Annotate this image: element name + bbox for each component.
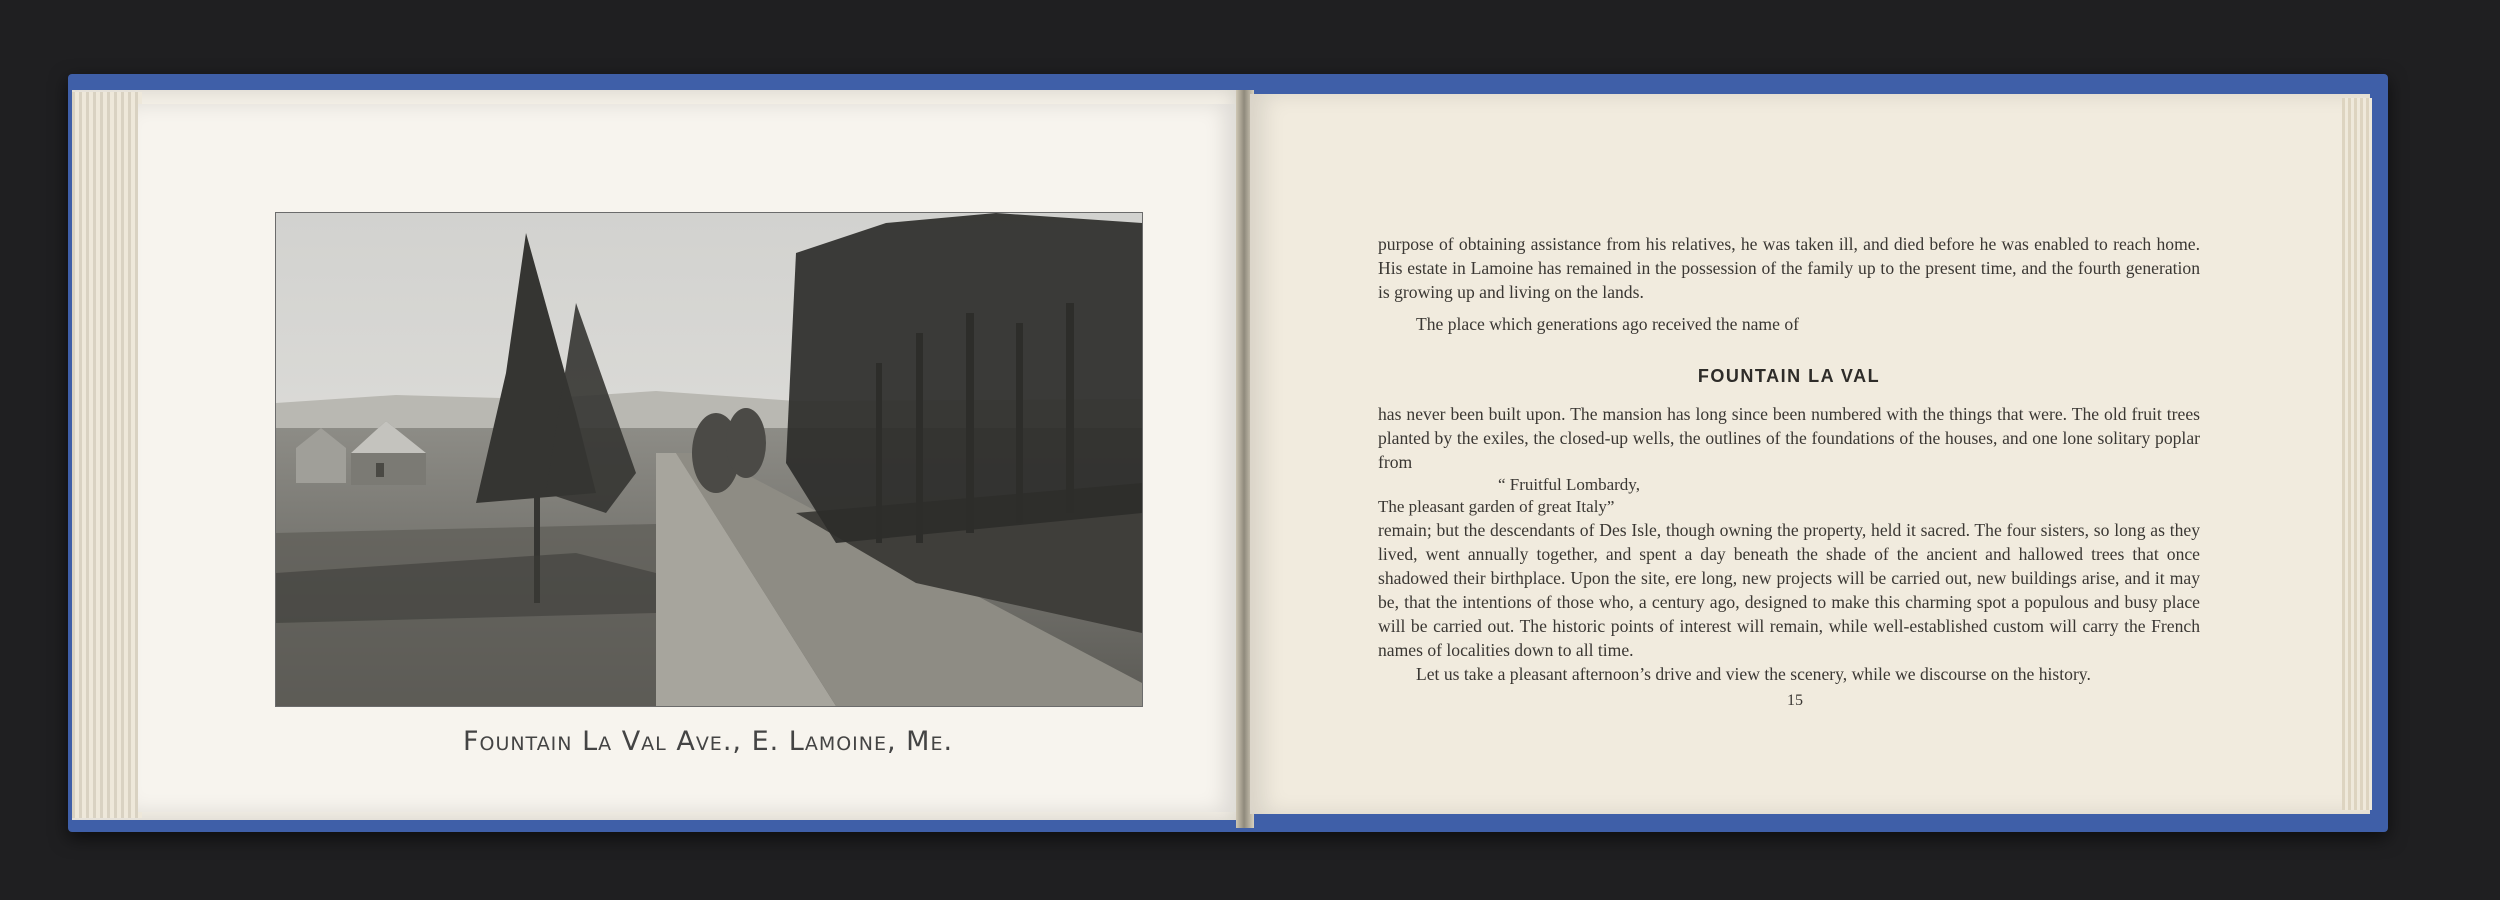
quote-line: The pleasant garden of great Italy”	[1378, 497, 1615, 516]
paragraph: has never been built upon. The mansion has long since been numbered with the things that were. The old fruit trees planted by the exiles, the closed-up wells, the outlines of the foundations of the houses, and one lone solitary poplar from	[1378, 404, 2200, 472]
right-page-edges	[2342, 98, 2372, 810]
quote-line: “ Fruitful Lombardy,	[1498, 475, 1640, 494]
photo-caption: Fountain La Val Ave., E. Lamoine, Me.	[462, 726, 954, 757]
paragraph: Let us take a pleasant afternoon’s drive and view the scenery, while we discourse on the history.	[1416, 664, 2091, 684]
section-heading: FOUNTAIN LA VAL	[1697, 366, 1881, 386]
paragraph: purpose of obtaining assistance from his relatives, he was taken ill, and died before he was enabled to reach home. His estate in Lamoine has remained in the possession of the family up to the present time, and the fourth generation is growing up and living on the lands.	[1378, 234, 2200, 302]
left-page-edges	[72, 92, 142, 818]
paragraph: remain; but the descendants of Des Isle, though owning the property, held it sacred. The four sisters, so long as they lived, went annually together, and spent a day beneath the shade of the ancient and hallowed trees that once shadowed their birthplace. Upon the site, ere long, new projects will be carried out, new buildings arise, and it may be, that the intentions of those who, a century ago, designed to make this charming spot a populous and busy place will be carried out. The historic points of interest will remain, while well-established custom will carry the French names of localities down to all time.	[1378, 520, 2200, 660]
page-number: 15	[1787, 692, 1803, 709]
paragraph: The place which generations ago received the name of	[1416, 314, 1799, 334]
right-page-text	[1378, 232, 2200, 686]
landscape-photograph	[275, 212, 1143, 707]
